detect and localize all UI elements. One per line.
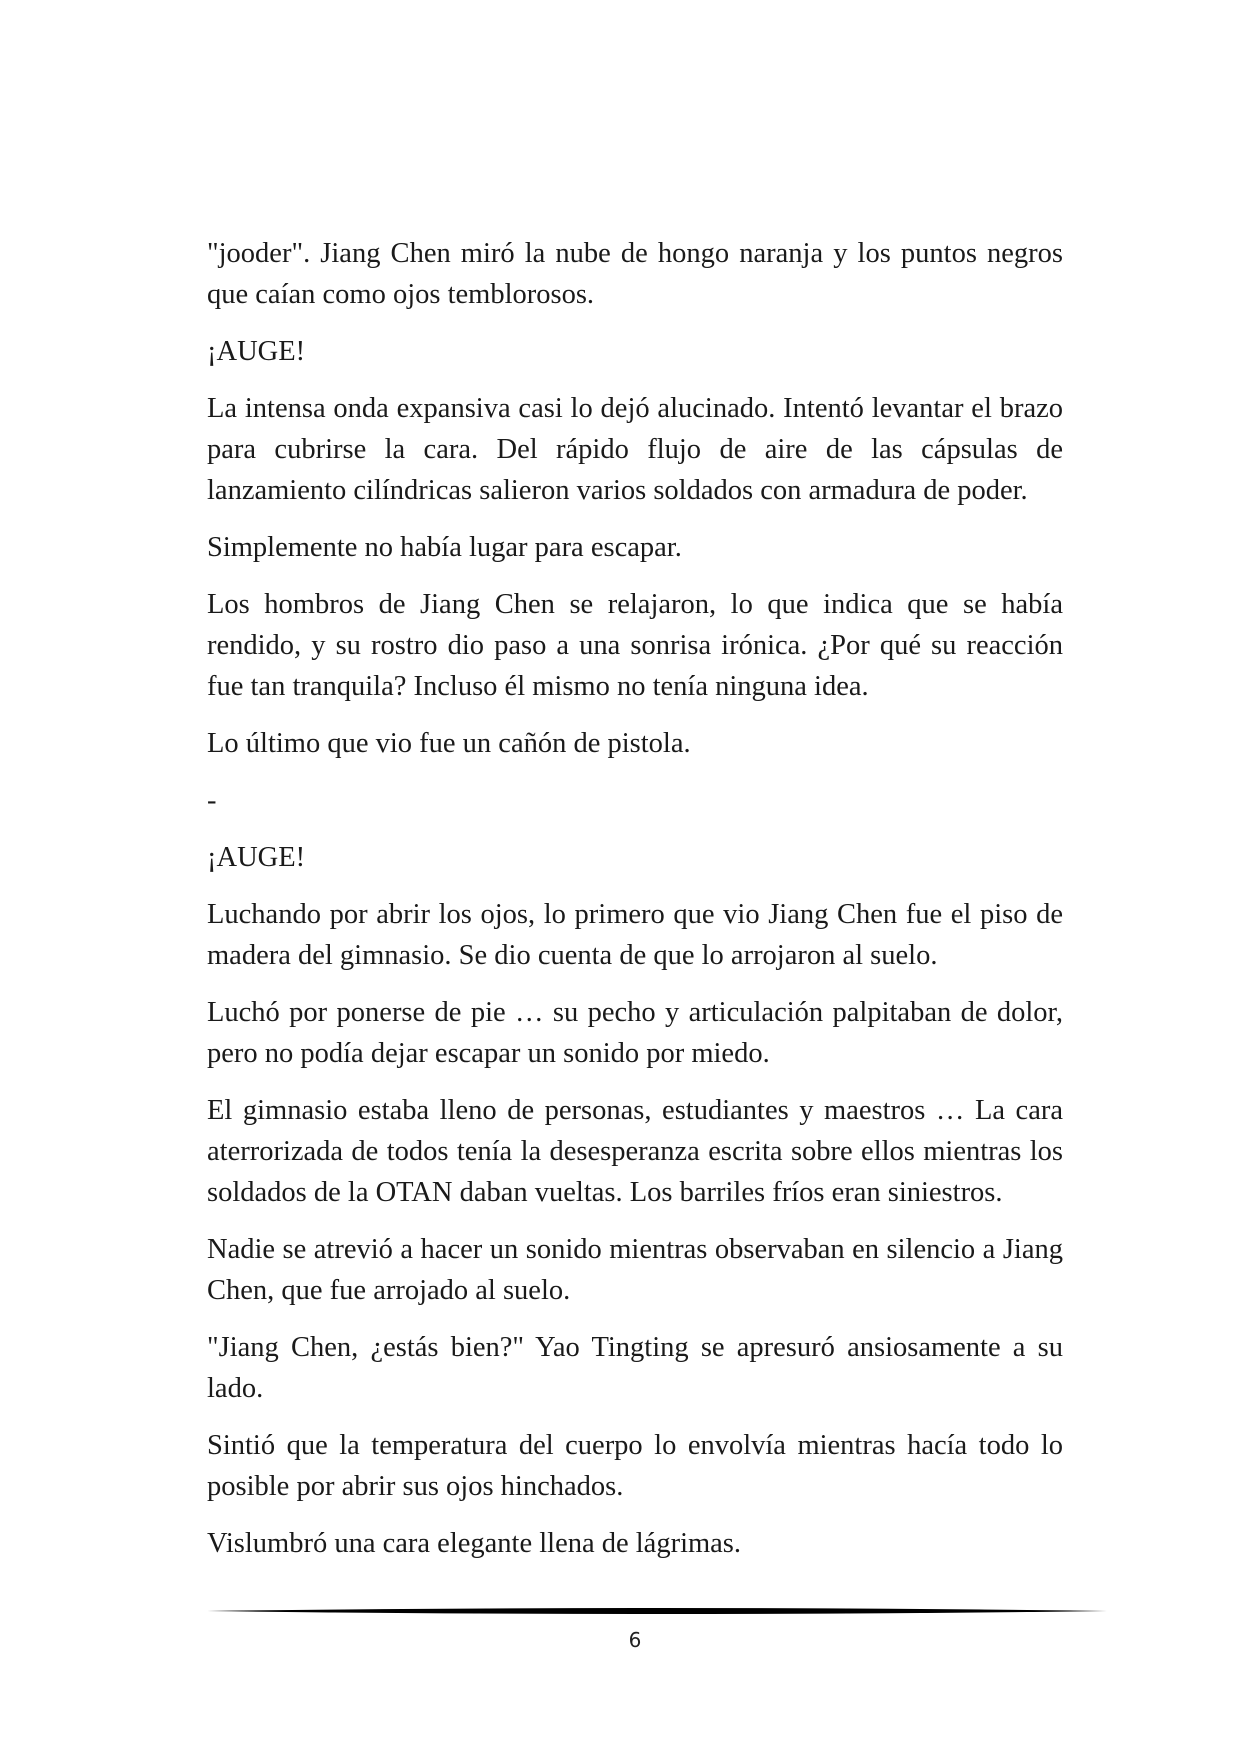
paragraph: Nadie se atrevió a hacer un sonido mientras observaban en silencio a Jiang Chen, que fue arrojado al suelo. [207, 1234, 1063, 1306]
paragraph: "Jiang Chen, ¿estás bien?" Yao Tingting se apresuró ansiosamente a su lado. [207, 1332, 1063, 1404]
paragraph: La intensa onda expansiva casi lo dejó alucinado. Intentó levantar el brazo para cubrirse la cara. Del rápido flujo de aire de las cápsulas de lanzamiento cilíndricas salieron varios soldados con armadura de poder. [207, 393, 1063, 506]
body-text [207, 233, 1063, 1580]
paragraph: Lo último que vio fue un cañón de pistola. [207, 728, 691, 759]
paragraph: Luchando por abrir los ojos, lo primero que vio Jiang Chen fue el piso de madera del gimnasio. Se dio cuenta de que lo arrojaron al suelo. [207, 899, 1063, 971]
paragraph: Luchó por ponerse de pie … su pecho y articulación palpitaban de dolor, pero no podía dejar escapar un sonido por miedo. [207, 997, 1063, 1069]
footer-rule [207, 1606, 1107, 1616]
paragraph: El gimnasio estaba lleno de personas, estudiantes y maestros … La cara aterrorizada de todos tenía la desesperanza escrita sobre ellos mientras los soldados de la OTAN daban vueltas. Los barriles fríos eran siniestros. [207, 1095, 1063, 1208]
paragraph: ¡AUGE! [207, 336, 306, 367]
page-number: 6 [628, 1628, 642, 1652]
paragraph: Sintió que la temperatura del cuerpo lo envolvía mientras hacía todo lo posible por abrir sus ojos hinchados. [207, 1430, 1063, 1502]
scene-break: - [207, 785, 217, 816]
footer-rule-shape [207, 1608, 1107, 1614]
paragraph: Vislumbró una cara elegante llena de lágrimas. [207, 1528, 742, 1559]
paragraph: "jooder". Jiang Chen miró la nube de hongo naranja y los puntos negros que caían como ojos temblorosos. [207, 238, 1063, 310]
paragraph: Los hombros de Jiang Chen se relajaron, lo que indica que se había rendido, y su rostro dio paso a una sonrisa irónica. ¿Por qué su reacción fue tan tranquila? Incluso él mismo no tenía ninguna idea. [207, 589, 1063, 702]
paragraph: Simplemente no había lugar para escapar. [207, 532, 682, 563]
paragraph: ¡AUGE! [207, 842, 306, 873]
